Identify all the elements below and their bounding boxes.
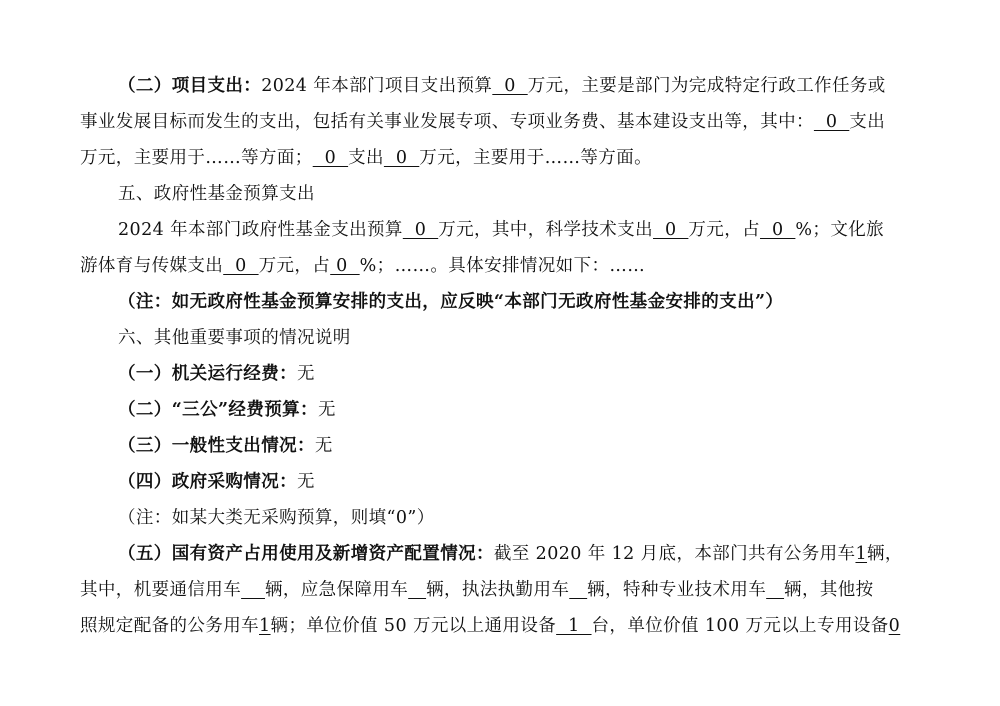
fund-line-1 <box>80 212 932 248</box>
text: 2024 年本部门政府性基金支出预算 <box>118 220 403 240</box>
fund-line-2 <box>80 248 932 284</box>
text: 辆，执法执勤用车 <box>426 580 570 600</box>
text: %；……。具体安排情况如下：…… <box>359 256 646 276</box>
document-page <box>80 68 932 644</box>
item-value: 无 <box>297 472 315 492</box>
blank-value: 0 <box>312 148 349 168</box>
text: 辆，其他按 <box>784 580 874 600</box>
other-item <box>80 356 932 392</box>
blank-value: 0 <box>492 76 528 96</box>
project-heading: （二）项目支出： <box>118 76 262 96</box>
project-line-1 <box>80 68 932 104</box>
blank-value: 0 <box>223 256 259 276</box>
text: 辆，特种专业技术用车 <box>587 580 767 600</box>
assets-line-1 <box>80 536 932 572</box>
project-line-2 <box>80 104 932 140</box>
other-item <box>80 428 932 464</box>
item-value: 无 <box>314 436 333 456</box>
section-six-heading <box>80 320 932 356</box>
blank-value: 0 <box>330 256 360 276</box>
blank-value: 1 <box>259 616 271 636</box>
blank-value: 0 <box>383 148 420 168</box>
note-text: （注：如某大类无采购预算，则填“0”） <box>118 508 435 528</box>
text: 截至 2020 年 12 月底，本部门共有公务用车 <box>493 544 856 564</box>
text: 2024 年本部门项目支出预算 <box>261 76 493 96</box>
assets-heading: （五）国有资产占用使用及新增资产配置情况： <box>118 544 494 564</box>
item-label: （二）“三公”经费预算： <box>118 400 318 420</box>
blank-value: 1 <box>556 616 592 636</box>
note-text: （注：如无政府性基金预算安排的支出，应反映“本部门无政府性基金安排的支出”） <box>118 292 784 312</box>
other-item <box>80 392 932 428</box>
item-value: 无 <box>297 364 315 384</box>
text: 台，单位价值 100 万元以上专用设备 <box>591 616 889 636</box>
blank-value: 0 <box>888 616 901 636</box>
text: 万元，主要用于……等方面。 <box>419 148 652 168</box>
fund-note <box>80 284 932 320</box>
text: 万元，其中，科学技术支出 <box>438 220 654 240</box>
blank-value <box>766 580 784 600</box>
procurement-note <box>80 500 932 536</box>
text: 照规定配备的公务用车 <box>80 616 259 636</box>
item-label: （一）机关运行经费： <box>118 364 297 384</box>
text: 辆；单位价值 50 万元以上通用设备 <box>270 616 557 636</box>
text: 辆，应急保障用车 <box>264 580 409 600</box>
blank-value <box>569 580 587 600</box>
blank-value <box>408 580 426 600</box>
text: 万元，主要是部门为完成特定行政工作任务或 <box>527 76 886 96</box>
blank-value: 1 <box>855 544 868 564</box>
text: 万元，占 <box>688 220 761 240</box>
text: %；文化旅 <box>795 220 885 240</box>
item-label: （四）政府采购情况： <box>118 472 297 492</box>
text: 支出 <box>849 112 886 132</box>
text: 万元，占 <box>258 256 331 276</box>
text: 事业发展目标而发生的支出，包括有关事业发展专项、专项业务费、基本建设支出等，其中： <box>80 112 814 132</box>
text: 万元，主要用于……等方面； <box>80 148 313 168</box>
text: 支出 <box>348 148 384 168</box>
section-five-heading <box>80 176 932 212</box>
item-value: 无 <box>317 400 336 420</box>
text: 其中，机要通信用车 <box>80 580 242 600</box>
assets-line-3 <box>80 608 932 644</box>
item-label: （三）一般性支出情况： <box>118 436 315 456</box>
text: 游体育与传媒支出 <box>80 256 224 276</box>
assets-line-2 <box>80 572 932 608</box>
blank-value: 0 <box>760 220 796 240</box>
blank-value: 0 <box>402 220 439 240</box>
blank-value: 0 <box>813 112 850 132</box>
section-heading: 六、其他重要事项的情况说明 <box>118 328 351 348</box>
blank-value: 0 <box>653 220 689 240</box>
text: 辆， <box>867 544 903 564</box>
other-item <box>80 464 932 500</box>
project-line-3 <box>80 140 932 176</box>
blank-value <box>241 580 265 600</box>
section-heading: 五、政府性基金预算支出 <box>118 184 315 204</box>
